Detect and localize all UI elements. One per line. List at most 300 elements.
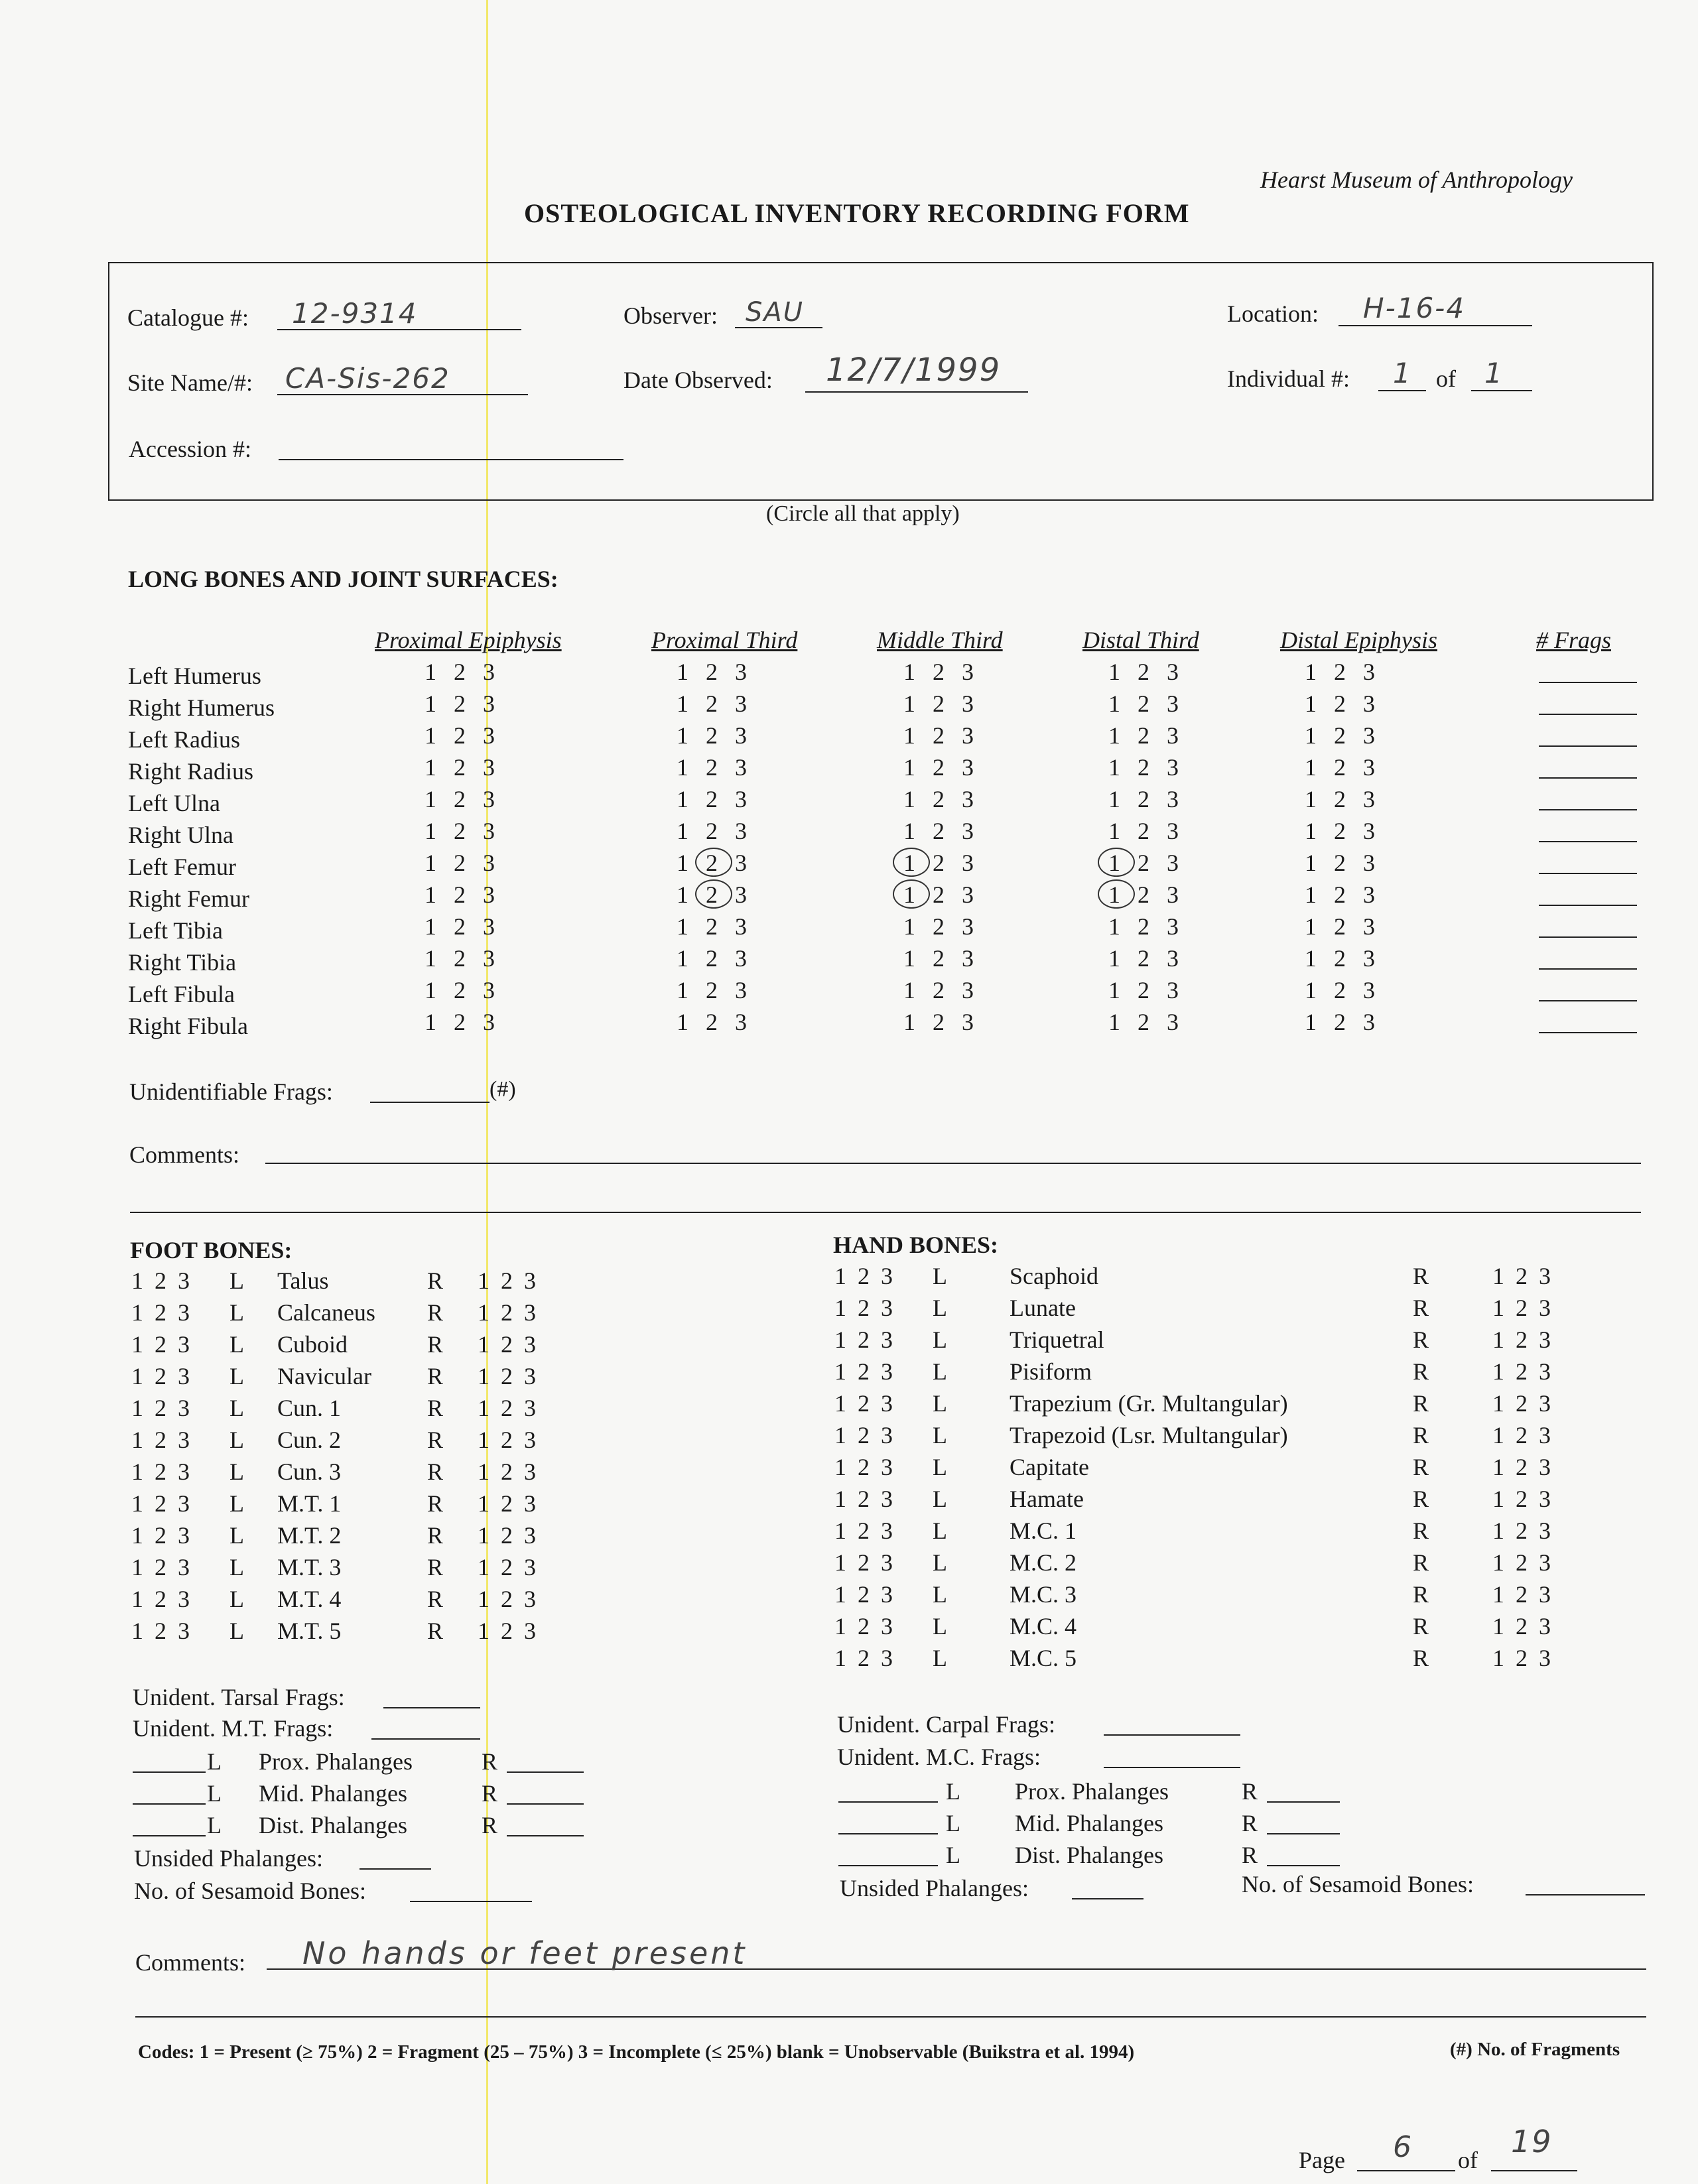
code-option[interactable]: 3: [962, 818, 974, 844]
code-option[interactable]: 2: [454, 659, 466, 685]
hand-left-codes[interactable]: 1 2 3: [834, 1390, 893, 1417]
foot-left-codes[interactable]: 1 2 3: [131, 1586, 190, 1612]
code-option[interactable]: 3: [1363, 754, 1375, 781]
foot-right-codes[interactable]: 1 2 3: [478, 1363, 536, 1389]
code-option[interactable]: 2: [706, 754, 718, 781]
code-option[interactable]: 1: [1108, 913, 1120, 940]
code-option[interactable]: 3: [735, 881, 747, 908]
code-option[interactable]: 1: [677, 690, 688, 717]
code-option[interactable]: 2: [454, 1009, 466, 1035]
code-option[interactable]: 1: [1108, 818, 1120, 844]
code-option[interactable]: 2: [1138, 913, 1149, 940]
hand-left-codes[interactable]: 1 2 3: [834, 1549, 893, 1576]
code-option[interactable]: 2: [933, 786, 945, 812]
code-option[interactable]: 2: [1334, 818, 1346, 844]
code-option[interactable]: 3: [483, 659, 495, 685]
code-option[interactable]: 2: [454, 786, 466, 812]
code-option[interactable]: 1: [903, 690, 915, 717]
hand-left-codes[interactable]: 1 2 3: [834, 1326, 893, 1353]
code-option[interactable]: 1: [1108, 977, 1120, 1003]
code-option[interactable]: 2: [933, 881, 945, 908]
code-option[interactable]: 3: [483, 722, 495, 749]
hand-right-codes[interactable]: 1 2 3: [1492, 1326, 1551, 1353]
foot-right-side: R: [427, 1363, 444, 1389]
frags-field[interactable]: [1539, 873, 1637, 874]
foot-left-codes[interactable]: 1 2 3: [131, 1554, 190, 1580]
code-option[interactable]: 2: [706, 913, 718, 940]
code-option[interactable]: 1: [903, 881, 915, 908]
code-option[interactable]: 3: [483, 881, 495, 908]
code-option[interactable]: 1: [1108, 945, 1120, 972]
code-option[interactable]: 2: [454, 977, 466, 1003]
foot-sesamoid-field[interactable]: [410, 1901, 532, 1902]
foot-phalanges-left-side: L: [207, 1812, 222, 1838]
frags-field[interactable]: [1539, 841, 1637, 842]
code-option[interactable]: 1: [1305, 690, 1317, 717]
code-option[interactable]: 1: [677, 1009, 688, 1035]
code-option[interactable]: 2: [1138, 818, 1149, 844]
frags-field[interactable]: [1539, 936, 1637, 938]
hand-bone-label: M.C. 4: [1010, 1613, 1077, 1639]
code-option[interactable]: 1: [1108, 881, 1120, 908]
code-option[interactable]: 1: [903, 659, 915, 685]
code-option[interactable]: 1: [677, 850, 688, 876]
code-option[interactable]: 3: [962, 786, 974, 812]
code-option[interactable]: 1: [677, 754, 688, 781]
foot-left-side: L: [229, 1490, 244, 1517]
foot-left-codes[interactable]: 1 2 3: [131, 1299, 190, 1326]
foot-phalanges-left-field[interactable]: [133, 1803, 206, 1805]
code-option[interactable]: 3: [962, 754, 974, 781]
page-total-field[interactable]: [1491, 2170, 1577, 2171]
code-option[interactable]: 2: [1334, 690, 1346, 717]
foot-phalanges-left-field[interactable]: [133, 1771, 206, 1773]
code-option[interactable]: 3: [962, 722, 974, 749]
hand-left-codes[interactable]: 1 2 3: [834, 1422, 893, 1448]
foot-left-codes[interactable]: 1 2 3: [131, 1522, 190, 1549]
hand-left-side: L: [933, 1613, 947, 1639]
hand-left-codes[interactable]: 1 2 3: [834, 1517, 893, 1544]
code-option[interactable]: 1: [1305, 1009, 1317, 1035]
foot-right-codes[interactable]: 1 2 3: [478, 1267, 536, 1294]
code-option[interactable]: 2: [454, 722, 466, 749]
code-option[interactable]: 1: [424, 881, 436, 908]
code-option[interactable]: 2: [454, 754, 466, 781]
code-option[interactable]: 2: [1334, 945, 1346, 972]
code-option[interactable]: 1: [903, 913, 915, 940]
code-option[interactable]: 1: [903, 1009, 915, 1035]
unident-frags-label: Unidentifiable Frags:: [129, 1078, 333, 1105]
code-option[interactable]: 3: [735, 977, 747, 1003]
foot-unsided-field[interactable]: [359, 1868, 431, 1870]
code-option[interactable]: 3: [1363, 690, 1375, 717]
code-option[interactable]: 1: [903, 977, 915, 1003]
hand-phalanges-right-field[interactable]: [1267, 1801, 1340, 1803]
code-option[interactable]: 2: [1334, 977, 1346, 1003]
foot-right-codes[interactable]: 1 2 3: [478, 1458, 536, 1485]
code-option[interactable]: 2: [1334, 659, 1346, 685]
code-option[interactable]: 3: [483, 1009, 495, 1035]
code-option[interactable]: 3: [1167, 818, 1179, 844]
code-option[interactable]: 1: [1305, 850, 1317, 876]
frags-field[interactable]: [1539, 714, 1637, 715]
comments-field-line-2[interactable]: [130, 1212, 1641, 1213]
code-option[interactable]: 3: [483, 945, 495, 972]
code-option[interactable]: 2: [706, 850, 718, 876]
code-option[interactable]: 1: [424, 786, 436, 812]
foot-bone-label: Navicular: [277, 1363, 371, 1389]
foot-right-side: R: [427, 1554, 444, 1580]
hand-right-codes[interactable]: 1 2 3: [1492, 1486, 1551, 1512]
hand-left-codes[interactable]: 1 2 3: [834, 1581, 893, 1608]
location-field[interactable]: [1339, 325, 1532, 326]
code-option[interactable]: 1: [677, 722, 688, 749]
hand-phalanges-left-field[interactable]: [838, 1865, 938, 1866]
code-option[interactable]: 1: [424, 945, 436, 972]
code-option[interactable]: 2: [1138, 850, 1149, 876]
hand-phalanges-left-field[interactable]: [838, 1833, 938, 1834]
foot-right-side: R: [427, 1458, 444, 1485]
code-option[interactable]: 3: [1363, 881, 1375, 908]
code-option[interactable]: 1: [677, 881, 688, 908]
code-option[interactable]: 1: [424, 754, 436, 781]
hand-left-codes[interactable]: 1 2 3: [834, 1486, 893, 1512]
code-option[interactable]: 2: [1334, 754, 1346, 781]
foot-left-codes[interactable]: 1 2 3: [131, 1363, 190, 1389]
code-option[interactable]: 2: [1138, 1009, 1149, 1035]
code-option[interactable]: 3: [1363, 659, 1375, 685]
foot-bone-label: Cun. 2: [277, 1427, 342, 1453]
foot-bone-label: Talus: [277, 1267, 329, 1294]
foot-phalanges-right-field[interactable]: [507, 1803, 584, 1805]
hand-right-side: R: [1413, 1454, 1429, 1480]
form-title: OSTEOLOGICAL INVENTORY RECORDING FORM: [524, 198, 1190, 228]
code-option[interactable]: 1: [903, 754, 915, 781]
code-option[interactable]: 1: [903, 850, 915, 876]
hand-right-codes[interactable]: 1 2 3: [1492, 1422, 1551, 1448]
code-option[interactable]: 1: [424, 1009, 436, 1035]
page-field[interactable]: [1357, 2170, 1455, 2171]
foot-left-codes[interactable]: 1 2 3: [131, 1267, 190, 1294]
hand-right-codes[interactable]: 1 2 3: [1492, 1263, 1551, 1289]
hand-left-codes[interactable]: 1 2 3: [834, 1295, 893, 1321]
code-option[interactable]: 3: [735, 754, 747, 781]
hand-phalanges-right-field[interactable]: [1267, 1833, 1340, 1834]
code-option[interactable]: 1: [677, 659, 688, 685]
code-option[interactable]: 2: [706, 977, 718, 1003]
code-option[interactable]: 1: [1305, 945, 1317, 972]
hand-right-codes[interactable]: 1 2 3: [1492, 1517, 1551, 1544]
code-option[interactable]: 1: [424, 690, 436, 717]
code-option[interactable]: 1: [1305, 977, 1317, 1003]
code-option[interactable]: 2: [1138, 786, 1149, 812]
code-option[interactable]: 1: [1108, 690, 1120, 717]
code-option[interactable]: 1: [1305, 754, 1317, 781]
code-option[interactable]: 1: [1108, 786, 1120, 812]
code-option[interactable]: 1: [1305, 786, 1317, 812]
code-option[interactable]: 3: [1363, 977, 1375, 1003]
mc-frags-field[interactable]: [1104, 1767, 1240, 1768]
foot-right-codes[interactable]: 1 2 3: [478, 1522, 536, 1549]
individual-field[interactable]: [1378, 390, 1426, 391]
foot-left-side: L: [229, 1618, 244, 1644]
code-option[interactable]: 2: [1334, 786, 1346, 812]
frags-field[interactable]: [1539, 905, 1637, 906]
code-option[interactable]: 2: [1138, 659, 1149, 685]
carpal-frags-field[interactable]: [1104, 1734, 1240, 1736]
comments2-field-line-2[interactable]: [135, 2016, 1646, 2018]
accession-field[interactable]: [279, 459, 623, 460]
code-option[interactable]: 1: [903, 945, 915, 972]
foot-bone-label: Calcaneus: [277, 1299, 375, 1326]
code-option[interactable]: 1: [424, 659, 436, 685]
code-option[interactable]: 2: [706, 945, 718, 972]
code-option[interactable]: 3: [735, 850, 747, 876]
code-option[interactable]: 3: [962, 913, 974, 940]
code-option[interactable]: 3: [483, 754, 495, 781]
foot-right-codes[interactable]: 1 2 3: [478, 1490, 536, 1517]
hand-right-codes[interactable]: 1 2 3: [1492, 1454, 1551, 1480]
code-option[interactable]: 2: [933, 977, 945, 1003]
code-option[interactable]: 1: [677, 945, 688, 972]
foot-bone-label: M.T. 5: [277, 1618, 342, 1644]
code-option[interactable]: 3: [1167, 690, 1179, 717]
code-option[interactable]: 2: [454, 818, 466, 844]
frags-field[interactable]: [1539, 809, 1637, 810]
hand-phalanges-left-field[interactable]: [838, 1801, 938, 1803]
code-option[interactable]: 1: [424, 722, 436, 749]
code-option[interactable]: 3: [735, 1009, 747, 1035]
comments-field[interactable]: [265, 1163, 1641, 1164]
code-option[interactable]: 3: [483, 913, 495, 940]
hand-left-side: L: [933, 1645, 947, 1671]
frags-field[interactable]: [1539, 968, 1637, 970]
code-option[interactable]: 3: [1363, 945, 1375, 972]
code-option[interactable]: 2: [933, 722, 945, 749]
code-option[interactable]: 1: [1108, 850, 1120, 876]
code-option[interactable]: 3: [1363, 818, 1375, 844]
code-option[interactable]: 3: [1363, 913, 1375, 940]
code-option[interactable]: 3: [483, 786, 495, 812]
foot-bone-label: Cuboid: [277, 1331, 348, 1358]
code-option[interactable]: 2: [933, 945, 945, 972]
frags-field[interactable]: [1539, 1000, 1637, 1001]
code-option[interactable]: 1: [1108, 659, 1120, 685]
code-option[interactable]: 1: [424, 818, 436, 844]
code-option[interactable]: 3: [735, 913, 747, 940]
code-option[interactable]: 1: [1305, 659, 1317, 685]
code-option[interactable]: 3: [1167, 754, 1179, 781]
code-option[interactable]: 2: [933, 1009, 945, 1035]
code-option[interactable]: 1: [1305, 913, 1317, 940]
code-option[interactable]: 1: [677, 786, 688, 812]
foot-bone-label: M.T. 2: [277, 1522, 342, 1549]
foot-left-side: L: [229, 1427, 244, 1453]
hand-left-codes[interactable]: 1 2 3: [834, 1358, 893, 1385]
code-option[interactable]: 2: [1334, 1009, 1346, 1035]
date-field[interactable]: [805, 391, 1028, 393]
hand-left-codes[interactable]: 1 2 3: [834, 1263, 893, 1289]
frags-field[interactable]: [1539, 745, 1637, 747]
code-option[interactable]: 3: [1167, 945, 1179, 972]
code-option[interactable]: 2: [706, 1009, 718, 1035]
code-option[interactable]: 3: [1167, 977, 1179, 1003]
code-option[interactable]: 2: [454, 881, 466, 908]
code-option[interactable]: 3: [735, 722, 747, 749]
hand-sesamoid-field[interactable]: [1526, 1894, 1645, 1895]
code-option[interactable]: 1: [903, 722, 915, 749]
code-option[interactable]: 2: [933, 913, 945, 940]
code-option[interactable]: 2: [706, 722, 718, 749]
code-option[interactable]: 3: [962, 690, 974, 717]
code-option[interactable]: 3: [735, 690, 747, 717]
hand-right-codes[interactable]: 1 2 3: [1492, 1549, 1551, 1576]
foot-left-codes[interactable]: 1 2 3: [131, 1427, 190, 1453]
code-option[interactable]: 2: [706, 659, 718, 685]
code-option[interactable]: 3: [483, 977, 495, 1003]
code-option[interactable]: 3: [483, 818, 495, 844]
code-option[interactable]: 2: [933, 818, 945, 844]
foot-left-codes[interactable]: 1 2 3: [131, 1490, 190, 1517]
code-option[interactable]: 3: [1167, 850, 1179, 876]
frags-field[interactable]: [1539, 682, 1637, 683]
code-option[interactable]: 2: [933, 850, 945, 876]
code-option[interactable]: 3: [483, 850, 495, 876]
code-option[interactable]: 3: [962, 977, 974, 1003]
unident-frags-field[interactable]: [370, 1102, 490, 1103]
code-option[interactable]: 2: [1334, 850, 1346, 876]
foot-left-codes[interactable]: 1 2 3: [131, 1395, 190, 1421]
foot-right-codes[interactable]: 1 2 3: [478, 1586, 536, 1612]
code-option[interactable]: 2: [1334, 881, 1346, 908]
hand-phalanges-right-field[interactable]: [1267, 1865, 1340, 1866]
code-option[interactable]: 3: [1363, 786, 1375, 812]
frags-field[interactable]: [1539, 777, 1637, 779]
foot-right-codes[interactable]: 1 2 3: [478, 1618, 536, 1644]
hand-left-codes[interactable]: 1 2 3: [834, 1645, 893, 1671]
code-option[interactable]: 1: [903, 818, 915, 844]
code-option[interactable]: 3: [962, 881, 974, 908]
code-option[interactable]: 1: [424, 913, 436, 940]
code-option[interactable]: 3: [1167, 659, 1179, 685]
code-option[interactable]: 3: [1167, 913, 1179, 940]
code-option[interactable]: 3: [1167, 1009, 1179, 1035]
code-option[interactable]: 2: [1334, 913, 1346, 940]
code-option[interactable]: 3: [1363, 722, 1375, 749]
code-option[interactable]: 1: [1108, 1009, 1120, 1035]
code-option[interactable]: 3: [962, 945, 974, 972]
code-option[interactable]: 3: [735, 945, 747, 972]
hand-left-side: L: [933, 1295, 947, 1321]
code-option[interactable]: 2: [706, 818, 718, 844]
code-option[interactable]: 1: [1108, 754, 1120, 781]
mt-frags-field[interactable]: [371, 1738, 480, 1740]
code-option[interactable]: 1: [903, 786, 915, 812]
hand-right-codes[interactable]: 1 2 3: [1492, 1581, 1551, 1608]
foot-right-codes[interactable]: 1 2 3: [478, 1395, 536, 1421]
foot-left-codes[interactable]: 1 2 3: [131, 1331, 190, 1358]
code-option[interactable]: 1: [677, 977, 688, 1003]
hand-right-codes[interactable]: 1 2 3: [1492, 1645, 1551, 1671]
code-option[interactable]: 3: [483, 690, 495, 717]
code-option[interactable]: 3: [962, 1009, 974, 1035]
code-option[interactable]: 1: [1108, 722, 1120, 749]
hand-left-codes[interactable]: 1 2 3: [834, 1454, 893, 1480]
foot-phalanges-right-field[interactable]: [507, 1835, 584, 1836]
code-option[interactable]: 2: [706, 786, 718, 812]
code-option[interactable]: 3: [962, 659, 974, 685]
code-option[interactable]: 2: [706, 690, 718, 717]
hand-left-codes[interactable]: 1 2 3: [834, 1613, 893, 1639]
code-option[interactable]: 1: [424, 850, 436, 876]
individual-total-field[interactable]: [1471, 390, 1532, 391]
code-option[interactable]: 2: [1138, 945, 1149, 972]
code-option[interactable]: 2: [1334, 722, 1346, 749]
foot-phalanges-left-field[interactable]: [133, 1835, 206, 1836]
code-option[interactable]: 1: [1305, 722, 1317, 749]
code-option[interactable]: 2: [454, 850, 466, 876]
foot-left-codes[interactable]: 1 2 3: [131, 1618, 190, 1644]
hand-right-side: R: [1413, 1581, 1429, 1608]
foot-right-codes[interactable]: 1 2 3: [478, 1331, 536, 1358]
code-option[interactable]: 2: [454, 690, 466, 717]
code-option[interactable]: 3: [1167, 722, 1179, 749]
code-option[interactable]: 2: [933, 754, 945, 781]
code-option[interactable]: 2: [454, 945, 466, 972]
hand-phalanges-right-side: R: [1242, 1842, 1258, 1868]
code-option[interactable]: 1: [677, 818, 688, 844]
code-option[interactable]: 3: [735, 786, 747, 812]
foot-right-codes[interactable]: 1 2 3: [478, 1299, 536, 1326]
code-option[interactable]: 2: [454, 913, 466, 940]
code-option[interactable]: 3: [735, 818, 747, 844]
foot-right-codes[interactable]: 1 2 3: [478, 1554, 536, 1580]
circled-mark: [695, 879, 732, 909]
code-option[interactable]: 3: [1167, 881, 1179, 908]
tarsal-frags-field[interactable]: [383, 1707, 480, 1708]
code-option[interactable]: 1: [424, 977, 436, 1003]
hand-right-codes[interactable]: 1 2 3: [1492, 1390, 1551, 1417]
foot-phalanges-right-field[interactable]: [507, 1771, 584, 1773]
frags-field[interactable]: [1539, 1032, 1637, 1033]
code-option[interactable]: 2: [1138, 977, 1149, 1003]
code-option[interactable]: 3: [735, 659, 747, 685]
hand-right-codes[interactable]: 1 2 3: [1492, 1295, 1551, 1321]
code-option[interactable]: 2: [933, 690, 945, 717]
code-option[interactable]: 3: [962, 850, 974, 876]
foot-right-codes[interactable]: 1 2 3: [478, 1427, 536, 1453]
hand-right-codes[interactable]: 1 2 3: [1492, 1613, 1551, 1639]
code-option[interactable]: 2: [1138, 754, 1149, 781]
code-option[interactable]: 2: [933, 659, 945, 685]
code-option[interactable]: 2: [1138, 690, 1149, 717]
code-option[interactable]: 3: [1363, 850, 1375, 876]
hand-right-codes[interactable]: 1 2 3: [1492, 1358, 1551, 1385]
code-option[interactable]: 2: [1138, 722, 1149, 749]
hand-bone-label: Trapezium (Gr. Multangular): [1010, 1390, 1288, 1417]
code-option[interactable]: 2: [706, 881, 718, 908]
code-option[interactable]: 1: [1305, 818, 1317, 844]
foot-right-side: R: [427, 1522, 444, 1549]
code-option[interactable]: 3: [1167, 786, 1179, 812]
code-option[interactable]: 3: [1363, 1009, 1375, 1035]
hand-bone-label: Pisiform: [1010, 1358, 1092, 1385]
code-option[interactable]: 2: [1138, 881, 1149, 908]
foot-left-codes[interactable]: 1 2 3: [131, 1458, 190, 1485]
code-option[interactable]: 1: [1305, 881, 1317, 908]
hand-unsided-field[interactable]: [1072, 1898, 1143, 1899]
code-option[interactable]: 1: [677, 913, 688, 940]
